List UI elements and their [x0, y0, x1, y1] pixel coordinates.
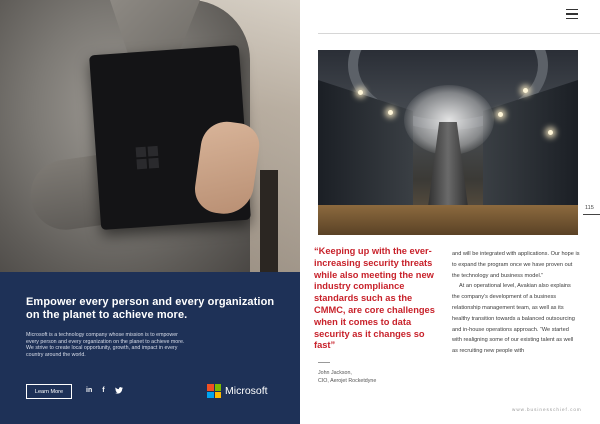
facebook-icon[interactable]: f	[102, 387, 105, 394]
article-paragraph: At an operational level, Avakian also explains the company’s development of a business relationship management team, as well as its healthy transition towards a balanced outsourcing and in-house operations approach. “We started with realigning some of our existing talent as well as recruiting new people with	[452, 283, 575, 355]
advert-photo-person-holding-surface	[0, 0, 300, 272]
device-logo-icon	[136, 146, 159, 169]
page-number-rule	[583, 214, 600, 215]
quote-divider	[318, 362, 330, 363]
article-body	[452, 249, 580, 357]
advert-copy	[26, 296, 276, 358]
site-url[interactable]: www.businesschief.com	[512, 407, 582, 412]
advert-headline: Empower every person and every organization on the planet to achieve more.	[26, 296, 275, 321]
quote-author-role: CIO, Aerojet Rocketdyne	[318, 378, 377, 384]
advert-body-text: Microsoft is a technology company whose mission is to empower every person and every organization on the planet to achieve more. We strive to create local opportunity, growth, and impact in every country around the world.	[26, 332, 185, 358]
microsoft-wordmark: Microsoft	[225, 385, 268, 397]
twitter-icon[interactable]	[115, 387, 123, 396]
advert-footer	[26, 384, 123, 399]
top-divider	[318, 33, 600, 34]
microsoft-brand	[207, 384, 268, 398]
article-page	[300, 0, 600, 424]
linkedin-icon[interactable]: in	[86, 387, 93, 394]
article-paragraph: and will be integrated with applications. Our hope is to expand the program once we have proven out the technology and business model.”	[452, 251, 580, 279]
learn-more-button[interactable]: Learn More	[26, 384, 72, 399]
page-number: 115	[585, 205, 594, 211]
microsoft-logo-icon	[207, 384, 221, 398]
quote-author-name: John Jackson,	[318, 370, 352, 376]
social-links	[86, 387, 123, 396]
rocket-engine-test-photo	[318, 50, 578, 235]
hamburger-menu-icon[interactable]	[566, 8, 578, 20]
pull-quote: “Keeping up with the ever-increasing security threats while also meeting the new industry compliance standards such as the CMMC, are core challenges when it comes to data security as it changes so fast”	[314, 246, 435, 351]
